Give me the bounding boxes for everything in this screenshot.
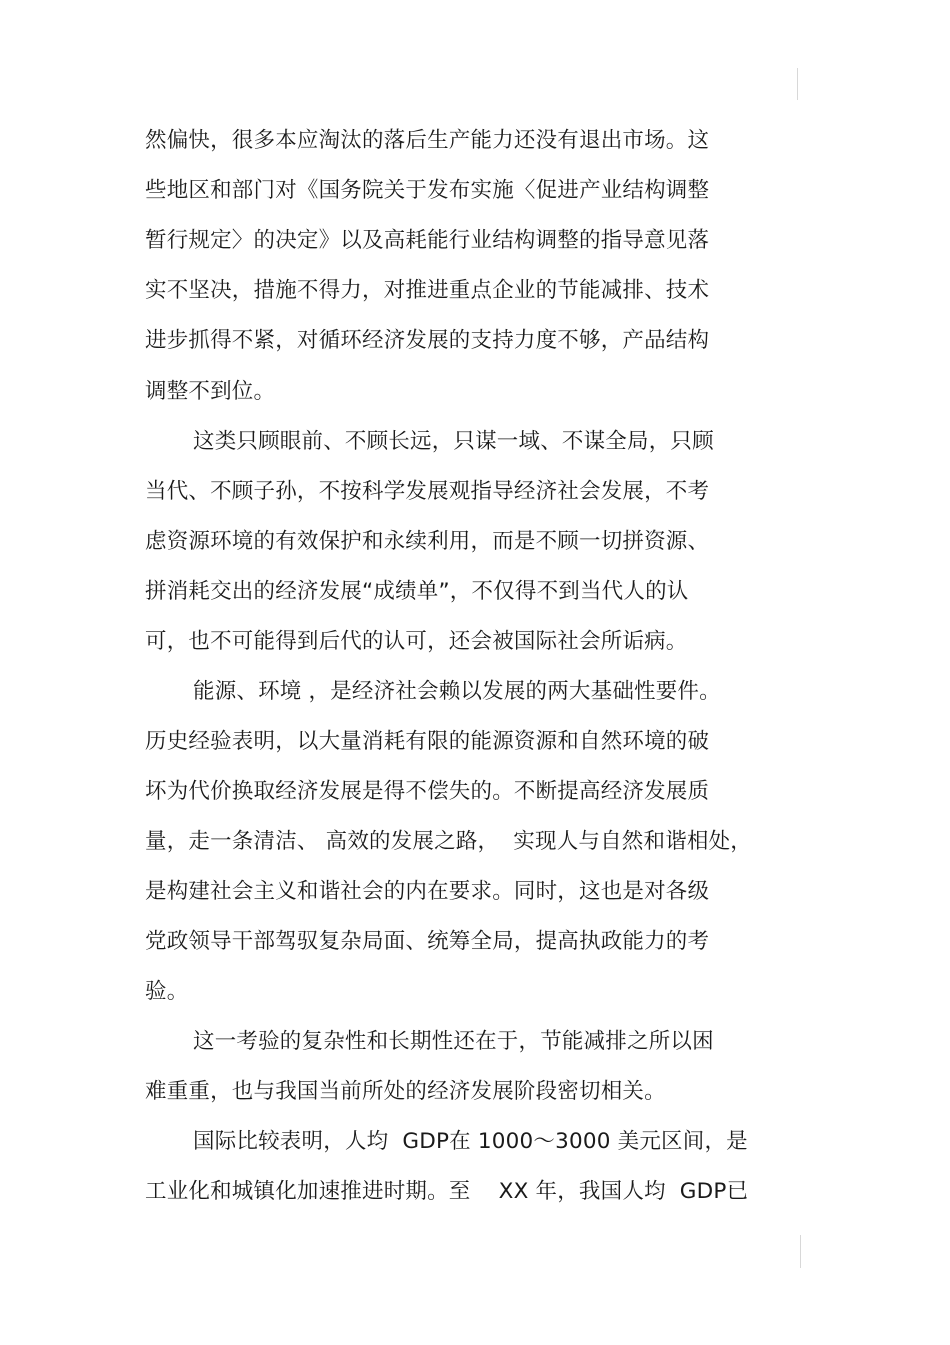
text-line: 坏为代价换取经济发展是得不偿失的。不断提高经济发展质 [145, 779, 710, 804]
text-line: 工业化和城镇化加速推进时期。至 XX 年，我国人均 GDP已 [145, 1179, 749, 1204]
text-line: 量，走一条清洁、 高效的发展之路， 实现人与自然和谐相处， [145, 829, 753, 854]
text-line: 实不坚决，措施不得力，对推进重点企业的节能减排、技术 [145, 278, 710, 303]
text-line: 可，也不可能得到后代的认可，还会被国际社会所诟病。 [145, 629, 688, 654]
text-line: 进步抓得不紧，对循环经济发展的支持力度不够，产品结构 [145, 328, 710, 353]
text-line: 当代、不顾子孙，不按科学发展观指导经济社会发展，不考 [145, 479, 710, 504]
text-line: 些地区和部门对《国务院关于发布实施〈促进产业结构调整 [145, 178, 710, 203]
text-line: 这类只顾眼前、不顾长远，只谋一域、不谋全局，只顾 [193, 429, 714, 454]
text-line: 然偏快，很多本应淘汰的落后生产能力还没有退出市场。这 [145, 128, 710, 153]
page-margin-mark-top [797, 68, 798, 100]
text-line: 虑资源环境的有效保护和永续利用，而是不顾一切拼资源、 [145, 529, 710, 554]
text-line: 难重重，也与我国当前所处的经济发展阶段密切相关。 [145, 1079, 666, 1104]
text-line: 能源、环境 ，是经济社会赖以发展的两大基础性要件。 [193, 679, 721, 704]
text-line: 拼消耗交出的经济发展“成绩单”，不仅得不到当代人的认 [145, 579, 689, 604]
text-line: 暂行规定〉的决定》以及高耗能行业结构调整的指导意见落 [145, 228, 710, 253]
text-line: 国际比较表明，人均 GDP在 1000～3000 美元区间，是 [193, 1129, 748, 1154]
text-line: 验。 [145, 979, 189, 1004]
text-line: 调整不到位。 [145, 379, 276, 404]
text-line: 这一考验的复杂性和长期性还在于，节能减排之所以困 [193, 1029, 714, 1054]
text-line: 是构建社会主义和谐社会的内在要求。同时，这也是对各级 [145, 879, 710, 904]
text-line: 历史经验表明，以大量消耗有限的能源资源和自然环境的破 [145, 729, 710, 754]
page-margin-mark-bottom [800, 1235, 801, 1268]
text-line: 党政领导干部驾驭复杂局面、统筹全局，提高执政能力的考 [145, 929, 710, 954]
